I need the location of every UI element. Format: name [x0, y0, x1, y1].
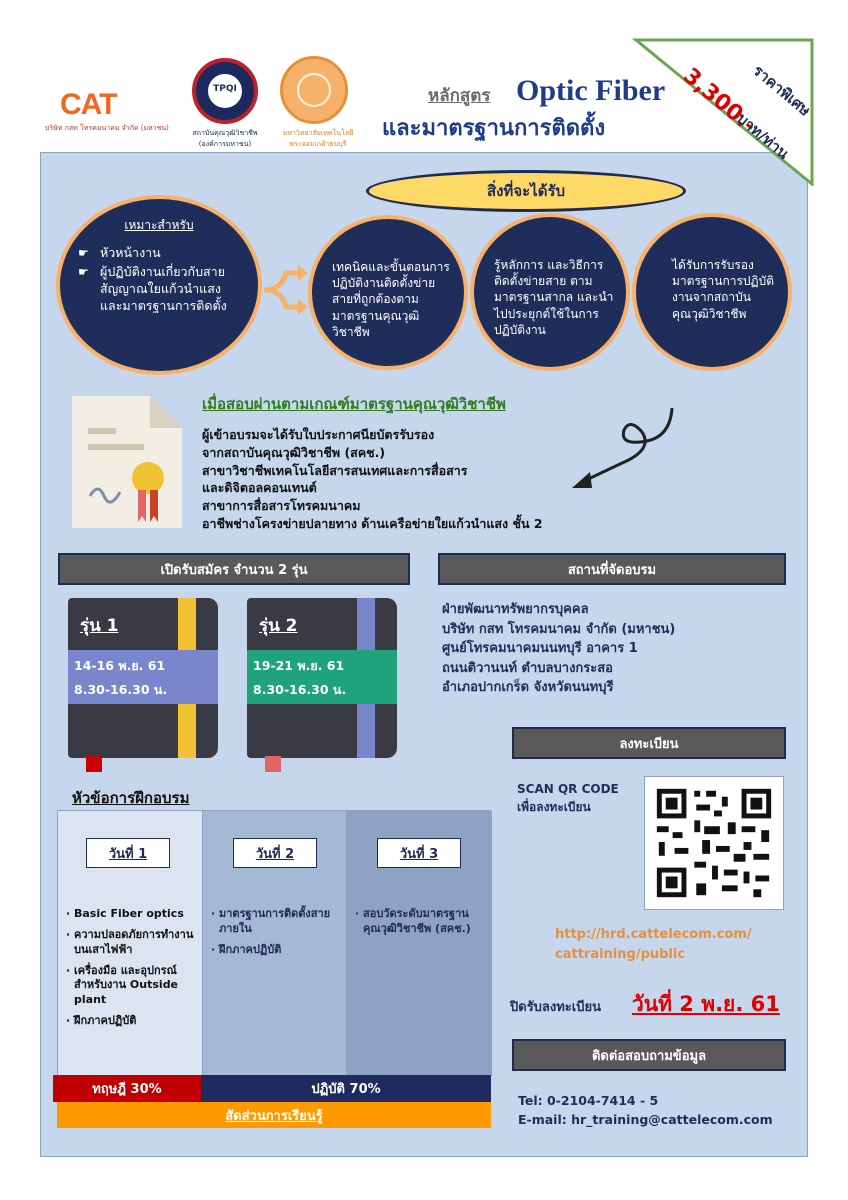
topics-day-1 — [58, 811, 203, 1076]
topics-heading: หัวข้อการฝึกอบรม — [72, 789, 190, 807]
qr-code[interactable] — [644, 776, 784, 910]
certificate-line: อาชีพช่างโครงข่ายปลายทาง ด้านเครือข่ายใยแก้วนำแสง ชั้น 2 — [202, 515, 543, 531]
topics-day-3 — [347, 811, 492, 1076]
benefit-circle-standards: รู้หลักการ และวิธีการติดตั้งข่ายสาย ตามมาตรฐานสากล และนำไปประยุกต์ใช้ในการปฏิบัติงาน — [470, 213, 630, 371]
contact-bar: ติดต่อสอบถามข้อมูล — [512, 1039, 786, 1071]
price-unit: บาท/ท่าน — [733, 109, 793, 163]
benefit-circle-certification: ได้รับการรับรองมาตรฐานการปฏิบัติงานจากสถาบันคุณวุฒิวิชาชีพ — [632, 213, 792, 371]
price-banner — [628, 38, 814, 186]
cat-company-name: บริษัท กสท โทรคมนาคม จำกัด (มหาชน) — [45, 124, 169, 132]
course-subtitle: และมาตรฐานการติดตั้ง — [382, 116, 606, 141]
registration-url[interactable] — [555, 925, 752, 964]
certificate-icon — [68, 392, 188, 532]
benefit-circle-technique: เทคนิคและขั้นตอนการปฏิบัติงานติดตั้งข่ายสายที่ถูกต้องตามมาตรฐานคุณวุฒิวิชาชีพ — [308, 215, 468, 370]
course-name: Optic Fiber — [516, 74, 666, 107]
bookmark-icon — [265, 756, 281, 772]
venue-line: ถนนติวานนท์ ตำบลบางกระสอ — [442, 660, 613, 676]
day-label: วันที่ 1 — [86, 838, 170, 868]
topics-table — [57, 810, 491, 1075]
university-seal — [280, 56, 348, 124]
bookmark-icon — [86, 756, 102, 772]
certificate-line: จากสถาบันคุณวุฒิวิชาชีพ (สคช.) — [202, 444, 386, 460]
scan-instruction — [517, 780, 619, 816]
batch-time: 8.30-16.30 น. — [74, 681, 168, 697]
registration-bar: ลงทะเบียน — [512, 727, 786, 759]
topic-item: · สอบวัดระดับมาตรฐานคุณวุฒิวิชาชีพ (สคช.) — [355, 907, 485, 937]
batch-time: 8.30-16.30 น. — [253, 681, 347, 697]
tpqi-logo — [192, 58, 258, 124]
venue-line: อำเภอปากเกร็ด จังหวัดนนทบุรี — [442, 680, 614, 695]
topic-item: · เครื่องมือ และอุปกรณ์สำหรับงาน Outside plant — [66, 964, 196, 1009]
target-audience-circle — [56, 195, 262, 375]
topic-item: · ฝึกภาคปฏิบัติ — [66, 1014, 196, 1029]
university-name-line-1: มหาวิทยาลัยเทคโนโลยี — [282, 129, 354, 137]
university-name-line-2: พระจอมเกล้าธนบุรี — [289, 140, 347, 148]
certificate-line: ผู้เข้าอบรมจะได้รับใบประกาศนียบัตรรับรอง — [202, 427, 435, 442]
topic-item: · ฝึกภาคปฏิบัติ — [211, 943, 341, 958]
venue-address — [442, 600, 675, 698]
registration-close-date: วันที่ 2 พ.ย. 61 — [632, 992, 780, 1016]
course-keyword: หลักสูตร — [428, 86, 491, 106]
contact-email[interactable]: E-mail: hr_training@cattelecom.com — [518, 1111, 773, 1127]
topic-item: · ความปลอดภัยการทำงานบนเสาไฟฟ้า — [66, 928, 196, 958]
batch-1-card — [68, 598, 218, 758]
schedule-bar: เปิดรับสมัคร จำนวน 2 รุ่น — [58, 553, 410, 585]
day-label: วันที่ 3 — [377, 838, 461, 868]
curly-arrow-icon — [560, 400, 680, 495]
scan-line-2: เพื่อลงทะเบียน — [517, 800, 591, 814]
registration-close-label: ปิดรับลงทะเบียน — [510, 1000, 601, 1015]
practice-share: ปฏิบัติ 70% — [201, 1075, 491, 1102]
benefits-ribbon: สิ่งที่จะได้รับ — [366, 170, 686, 212]
theory-share: ทฤษฎี 30% — [53, 1075, 201, 1102]
venue-line: บริษัท กสท โทรคมนาคม จำกัด (มหาชน) — [442, 621, 676, 637]
tpqi-logo-text: TPQI — [213, 84, 237, 94]
contact-info — [518, 1092, 773, 1130]
batch-dates: 19-21 พ.ย. 61 — [253, 658, 345, 673]
topic-item: · Basic Fiber optics — [66, 907, 196, 922]
tpqi-name-line-2: (องค์การมหาชน) — [198, 140, 252, 148]
scan-line-1: SCAN QR CODE — [517, 782, 619, 796]
batch-dates: 14-16 พ.ย. 61 — [74, 658, 166, 673]
batch-title: รุ่น 1 — [80, 616, 119, 636]
target-item: ☛ ผู้ปฏิบัติงานเกี่ยวกับสายสัญญาณใยแก้วนำแสงและมาตรฐานการติดตั้ง — [78, 264, 240, 315]
topics-day-2 — [203, 811, 347, 1076]
certificate-line: สาขาวิชาชีพเทคโนโลยีสารสนเทศและการสื่อสาร — [202, 462, 468, 478]
target-item: ☛ หัวหน้างาน — [78, 245, 240, 262]
venue-line: ฝ่ายพัฒนาทรัพยากรบุคคล — [442, 602, 589, 617]
contact-tel[interactable]: Tel: 0-2104-7414 - 5 — [518, 1093, 659, 1108]
cat-logo: CAT — [60, 88, 117, 121]
certificate-line: และดิจิตอลคอนเทนต์ — [202, 480, 317, 496]
university-name — [268, 128, 368, 150]
topic-item: · มาตรฐานการติดตั้งสายภายใน — [211, 907, 341, 937]
venue-bar: สถานที่จัดอบรม — [438, 553, 786, 585]
target-audience-title: เหมาะสำหรับ — [124, 218, 194, 232]
tpqi-name-line-1: สถาบันคุณวุฒิวิชาชีพ — [192, 129, 258, 137]
url-line-1[interactable]: http://hrd.cattelecom.com/ — [555, 927, 752, 942]
url-line-2[interactable]: cattraining/public — [555, 946, 686, 962]
tpqi-name — [185, 128, 265, 150]
certificate-heading: เมื่อสอบผ่านตามเกณฑ์มาตรฐานคุณวุฒิวิชาชีพ — [202, 395, 506, 413]
branch-arrow-icon — [262, 255, 310, 325]
day-label: วันที่ 2 — [233, 838, 317, 868]
batch-2-card — [247, 598, 397, 758]
venue-line: ศูนย์โทรคมนาคมนนทบุรี อาคาร 1 — [442, 641, 638, 656]
learning-ratio-label: สัดส่วนการเรียนรู้ — [57, 1102, 491, 1128]
price-label: ราคาพิเศษ — [749, 61, 814, 120]
certificate-line: สาขาการสื่อสารโทรคมนาคม — [202, 498, 361, 513]
price-value: 3,300.- — [678, 63, 761, 139]
batch-title: รุ่น 2 — [259, 616, 298, 636]
